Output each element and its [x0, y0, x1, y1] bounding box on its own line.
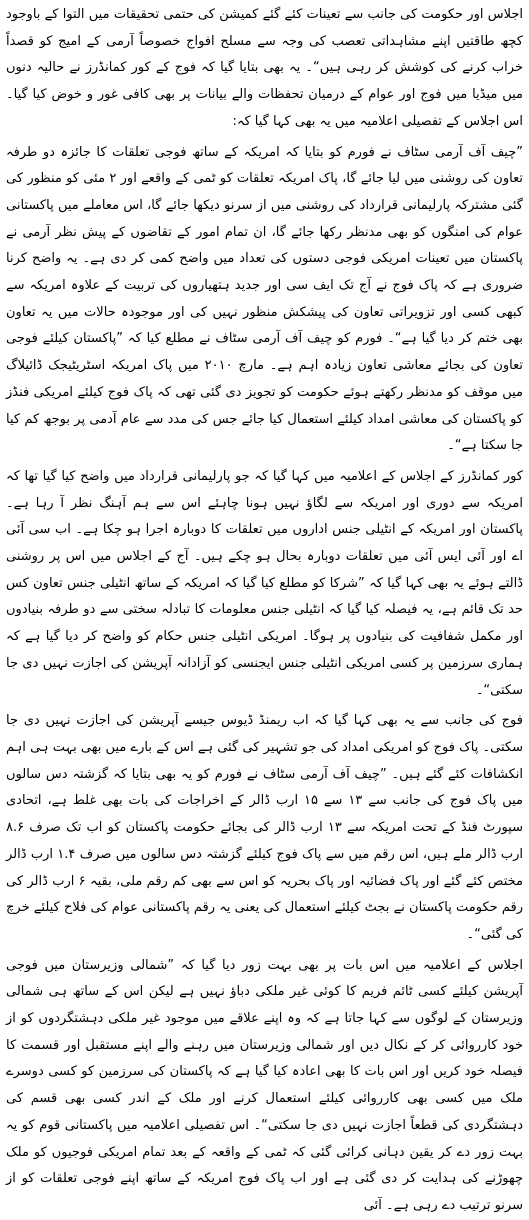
article-paragraph: اجلاس کے اعلامیہ میں اس بات پر بھی بہت زور دیا گیا کہ ”شمالی وزیرستان میں فوجی آپریشن کیلئے کسی ٹائم فریم کا کوئی غیر ملکی دباؤ نہیں ہے لیکن اس کے ساتھ ہی شمالی وزیرستان کے لوگوں سے کہا جاتا ہے کہ وہ اپنے علاقے میں موجود غیر ملکی دہشتگردوں کو از خود کارروائی کر کے نکال دیں اور شمالی وزیرستان میں رہنے والے اپنے مستقبل اور قسمت کا فیصلہ خود کریں اور اس بات کا بھی اعادہ کیا گیا ہے کہ پاکستان کی سرزمین کو کسی دوسرے ملک میں کسی بھی کارروائی کیلئے استعمال کرنے اور ملک کے اندر کسی بھی قسم کی دہشتگردی کی قطعاً اجازت نہیں دی جا سکتی“۔ اس تفصیلی اعلامیہ میں پاکستانی قوم کو یہ بہت زور دے کر یقین دہانی کرائی گئی کہ ٹمی کے واقعہ کے بعد تمام امریکی فوجیوں کو ملک چھوڑنے کی ہدایت کر دی گئی ہے اور اب پاک فوج امریکہ کے ساتھ اپنے فوجی تعلقات کو از سرنو ترتیب دے رہی ہے۔ آئی	[6, 957, 523, 1213]
article-paragraph: کور کمانڈرز کے اجلاس کے اعلامیہ میں کہا گیا کہ جو پارلیمانی قرارداد میں واضح کیا گیا تھا کہ امریکہ سے دوری اور امریکہ سے لگاؤ نہیں ہونا چاہئے اس سے ہم آہنگ نظر آ رہا ہے۔ پاکستان اور امریکہ کے انٹیلی جنس اداروں میں تعلقات کا دوبارہ اجرا ہو چکا ہے۔ اب سی آئی اے اور آئی ایس آئی میں تعلقات دوبارہ بحال ہو چکے ہیں۔ آج کے اجلاس میں اس پر روشنی ڈالتے ہوئے یہ بھی کہا گیا کہ ”شرکا کو مطلع کیا گیا کہ امریکہ کے ساتھ انٹیلی جنس تعاون کس حد تک قائم ہے، یہ فیصلہ کیا گیا کہ انٹیلی جنس معلومات کا تبادلہ سختی سے دو طرفہ بنیادوں اور مکمل شفافیت کی بنیادوں پر ہوگا۔ امریکی انٹیلی جنس حکام کو واضح کر دیا گیا ہے کہ ہماری سرزمین پر کسی امریکی انٹیلی جنس ایجنسی کو آزادانہ آپریشن کی اجازت نہیں دی جا سکتی“۔	[6, 468, 523, 698]
article-paragraph: فوج کی جانب سے یہ بھی کہا گیا کہ اب ریمنڈ ڈیوس جیسے آپریشن کی اجازت نہیں دی جا سکتی۔ پاک فوج کو امریکی امداد کی جو تشہیر کی گئی ہے اس کے بارے میں بھی بہت ہی اہم انکشافات کئے گئے ہیں۔ ”چیف آف آرمی سٹاف نے فورم کو یہ بھی بتایا کہ گزشتہ دس سالوں میں پاک فوج کی جانب سے ۱۳ سے ۱۵ ارب ڈالر کے اخراجات کی بات بھی غلط ہے، اتحادی سپورٹ فنڈ کے تحت امریکہ سے ۱۳ ارب ڈالر کی بجائے حکومت پاکستان کو اب تک صرف ۸.۶ ارب ڈالر ملے ہیں، اس رقم میں سے پاک فوج کیلئے گزشتہ دس سالوں میں صرف ۱.۴ ارب ڈالر مختص کئے گئے اور پاک فضائیہ اور پاک بحریہ کو اس سے بھی کم رقم ملی، بقیہ ۶ ارب ڈالر کی رقم حکومت پاکستان نے بجٹ کیلئے استعمال کی یعنی یہ رقم پاکستانی عوام کی فلاح کیلئے خرچ کی گئی“۔	[6, 713, 524, 942]
article-paragraph: ”چیف آف آرمی سٹاف نے فورم کو بتایا کہ امریکہ کے ساتھ فوجی تعلقات کا جائزہ دو طرفہ تعاون کی روشنی میں لیا جائے گا، پاک امریکہ تعلقات کو ٹمی کے واقعے اور ۲ مئی کو منظور کی گئی مشترکہ پارلیمانی قرارداد کی روشنی میں از سرنو دیکھا جائے گا، اس معاملے میں پاکستانی عوام کی امنگوں کو بھی مدنظر رکھا جائے گا، ان تمام امور کے تقاضوں کے پیش نظر آرمی نے پاکستان میں تعینات امریکی فوجی دستوں کی تعداد میں واضح کمی کر دی ہے۔ یہ واضح کرنا ضروری ہے کہ پاک فوج نے آج تک ایف سی اور جدید ہتھیاروں کی تربیت کے علاوہ امریکہ سے کبھی کسی اور تزویراتی تعاون کی پیشکش منظور نہیں کی اور موجودہ حالات میں یہ تعاون بھی ختم کر دیا گیا ہے“۔ فورم کو چیف آف آرمی سٹاف نے مطلع کیا کہ ”پاکستان کیلئے فوجی تعاون کی بجائے معاشی تعاون زیادہ اہم ہے۔ مارچ ۲۰۱۰ میں پاک امریکہ اسٹریٹیجک ڈائیلاگ میں موقف کو مدنظر رکھتے ہوئے حکومت کو تجویز دی گئی تھی کہ پاک فوج کیلئے امریکی فنڈز کو پاکستان کی معاشی امداد کیلئے استعمال کیا جائے جس کی مدد سے عام آدمی پر بوجھ کم کیا جا سکتا ہے“۔	[6, 144, 523, 454]
article-paragraph: اجلاس اور حکومت کی جانب سے تعینات کئے گئے کمیشن کی حتمی تحقیقات میں التوا کے باوجود کچھ طاقتیں اپنے مشاہداتی تعصب کی وجہ سے مسلح افواج خصوصاً آرمی کے امیج کو قصداً خراب کرنے کی کوشش کر رہی ہیں“۔ یہ بھی بتایا گیا کہ فوج کے کور کمانڈرز نے حالیہ دنوں میں میڈیا میں فوج اور عوام کے درمیان تحفظات والے بیانات پر بھی کافی غور و خوض کیا گیا۔ اس اجلاس کے تفصیلی اعلامیہ میں یہ بھی کہا گیا کہ:	[6, 7, 523, 129]
